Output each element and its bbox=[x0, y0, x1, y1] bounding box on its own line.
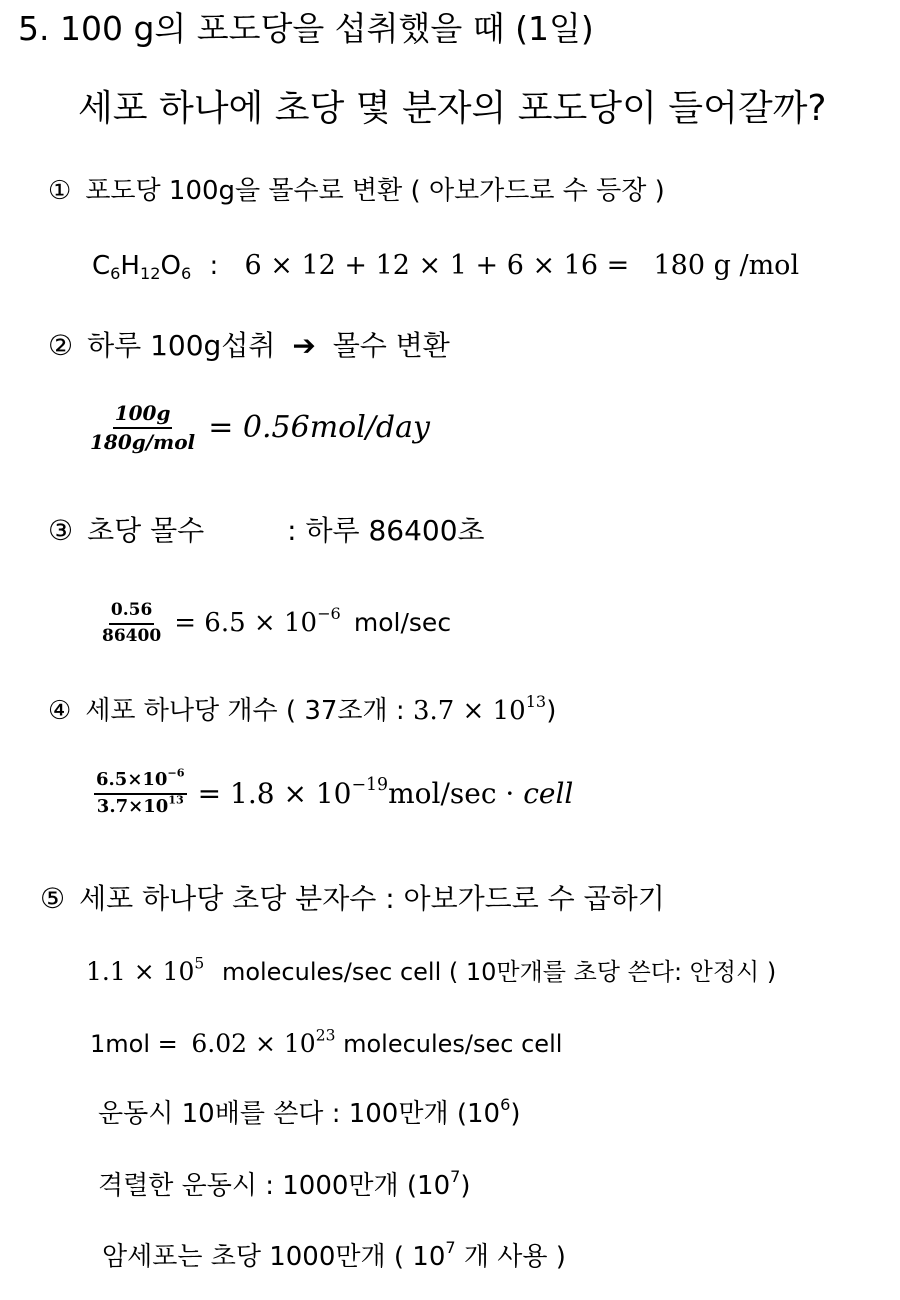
page-subtitle bbox=[78, 88, 827, 129]
step-4-heading-end: ) bbox=[546, 696, 557, 726]
step-1-heading bbox=[48, 177, 665, 207]
step-2-marker: ② bbox=[48, 329, 74, 362]
step-1-marker: ① bbox=[48, 176, 72, 206]
page-title bbox=[18, 10, 594, 48]
step-1-formula bbox=[92, 250, 799, 282]
per-second-unit: mol/sec bbox=[353, 608, 452, 638]
cancer-cell-text: 암세포는 초당 1000만개 ( $10^7$ 개 사용 ) bbox=[102, 1237, 566, 1272]
step-4-heading-text: 세포 하나당 개수 ( 37조개 : bbox=[85, 696, 405, 726]
step-5-heading bbox=[40, 883, 665, 915]
formula-colon: : bbox=[209, 251, 219, 281]
step-4-marker: ④ bbox=[48, 696, 72, 726]
per-cell-fraction bbox=[94, 766, 187, 817]
step-2-formula bbox=[88, 402, 430, 454]
molar-mass-expression: 6 × 12 + 12 × 1 + 6 × 16 = bbox=[244, 250, 630, 281]
step-4-formula bbox=[94, 766, 574, 817]
fraction-denominator: $3.7\times 10^{13}$ bbox=[96, 793, 184, 817]
resting-molecules-value: $1.1 \times 10^5$ bbox=[86, 954, 205, 986]
step-3-formula bbox=[100, 601, 451, 646]
step-3-note: : 하루 86400초 bbox=[287, 514, 485, 547]
result-exercise bbox=[98, 1094, 521, 1130]
title-line-2: 세포 하나에 초당 몇 분자의 포도당이 들어갈까? bbox=[78, 88, 827, 129]
cell-count-value: $3.7 \times 10^{13}$ bbox=[412, 691, 547, 726]
molar-mass-result: 180 g /mol bbox=[653, 250, 800, 281]
step-3-marker: ③ bbox=[48, 514, 74, 547]
step-5-marker: ⑤ bbox=[40, 882, 66, 915]
result-intense-exercise bbox=[98, 1166, 471, 1202]
title-line-1: 5. 100 g의 포도당을 섭취했을 때 (1일) bbox=[18, 9, 594, 48]
result-cancer-cell bbox=[102, 1237, 566, 1273]
per-second-result: = $6.5 \times 10^{-6}$ bbox=[174, 603, 341, 638]
step-4-heading bbox=[48, 691, 557, 727]
avogadro-label: 1mol = bbox=[90, 1030, 178, 1058]
step-2-heading-text: 하루 100g섭취 bbox=[87, 329, 276, 362]
avogadro-value: $6.02 \times 10^{23}$ bbox=[191, 1026, 336, 1058]
step-2-heading-text-2: 몰수 변환 bbox=[332, 329, 450, 362]
fraction-denominator: 180g/mol bbox=[90, 430, 196, 454]
intense-exercise-text: 격렬한 운동시 : 1000만개 $(10^7)$ bbox=[98, 1166, 471, 1201]
result-resting bbox=[86, 954, 777, 987]
step-2-heading bbox=[48, 330, 450, 362]
step-1-heading-text: 포도당 100g을 몰수로 변환 ( 아보가드로 수 등장 ) bbox=[85, 176, 665, 206]
exercise-text: 운동시 10배를 쓴다 : 100만개 $(10^6)$ bbox=[98, 1094, 521, 1129]
fraction-numerator: 100g bbox=[113, 402, 173, 429]
formula-hydrogen: $H_{12}$ bbox=[120, 251, 161, 283]
per-cell-result: = $1.8 \times 10^{-19}mol/\sec$ · cell bbox=[197, 774, 574, 810]
resting-molecules-text: molecules/sec cell ( 10만개를 초당 쓴다: 안정시 ) bbox=[221, 958, 777, 986]
per-second-fraction bbox=[100, 601, 163, 646]
step-3-heading bbox=[48, 515, 485, 547]
fraction-denominator: 86400 bbox=[102, 625, 162, 646]
avogadro-unit: molecules/sec cell bbox=[343, 1030, 563, 1058]
step-3-heading-text: 초당 몰수 bbox=[87, 514, 205, 547]
formula-oxygen: $O_6$ bbox=[160, 251, 192, 283]
daily-mol-result: = 0.56mol/day bbox=[208, 409, 430, 445]
fraction-numerator: $6.5\times 10^{-6}$ bbox=[94, 770, 187, 795]
formula-carbon: $C_6$ bbox=[92, 251, 121, 283]
result-avogadro bbox=[90, 1026, 563, 1059]
step-5-heading-text: 세포 하나당 초당 분자수 : 아보가드로 수 곱하기 bbox=[79, 882, 665, 915]
daily-mol-fraction bbox=[88, 402, 197, 454]
right-arrow-icon: ➔ bbox=[292, 329, 316, 362]
fraction-numerator: 0.56 bbox=[109, 601, 154, 625]
